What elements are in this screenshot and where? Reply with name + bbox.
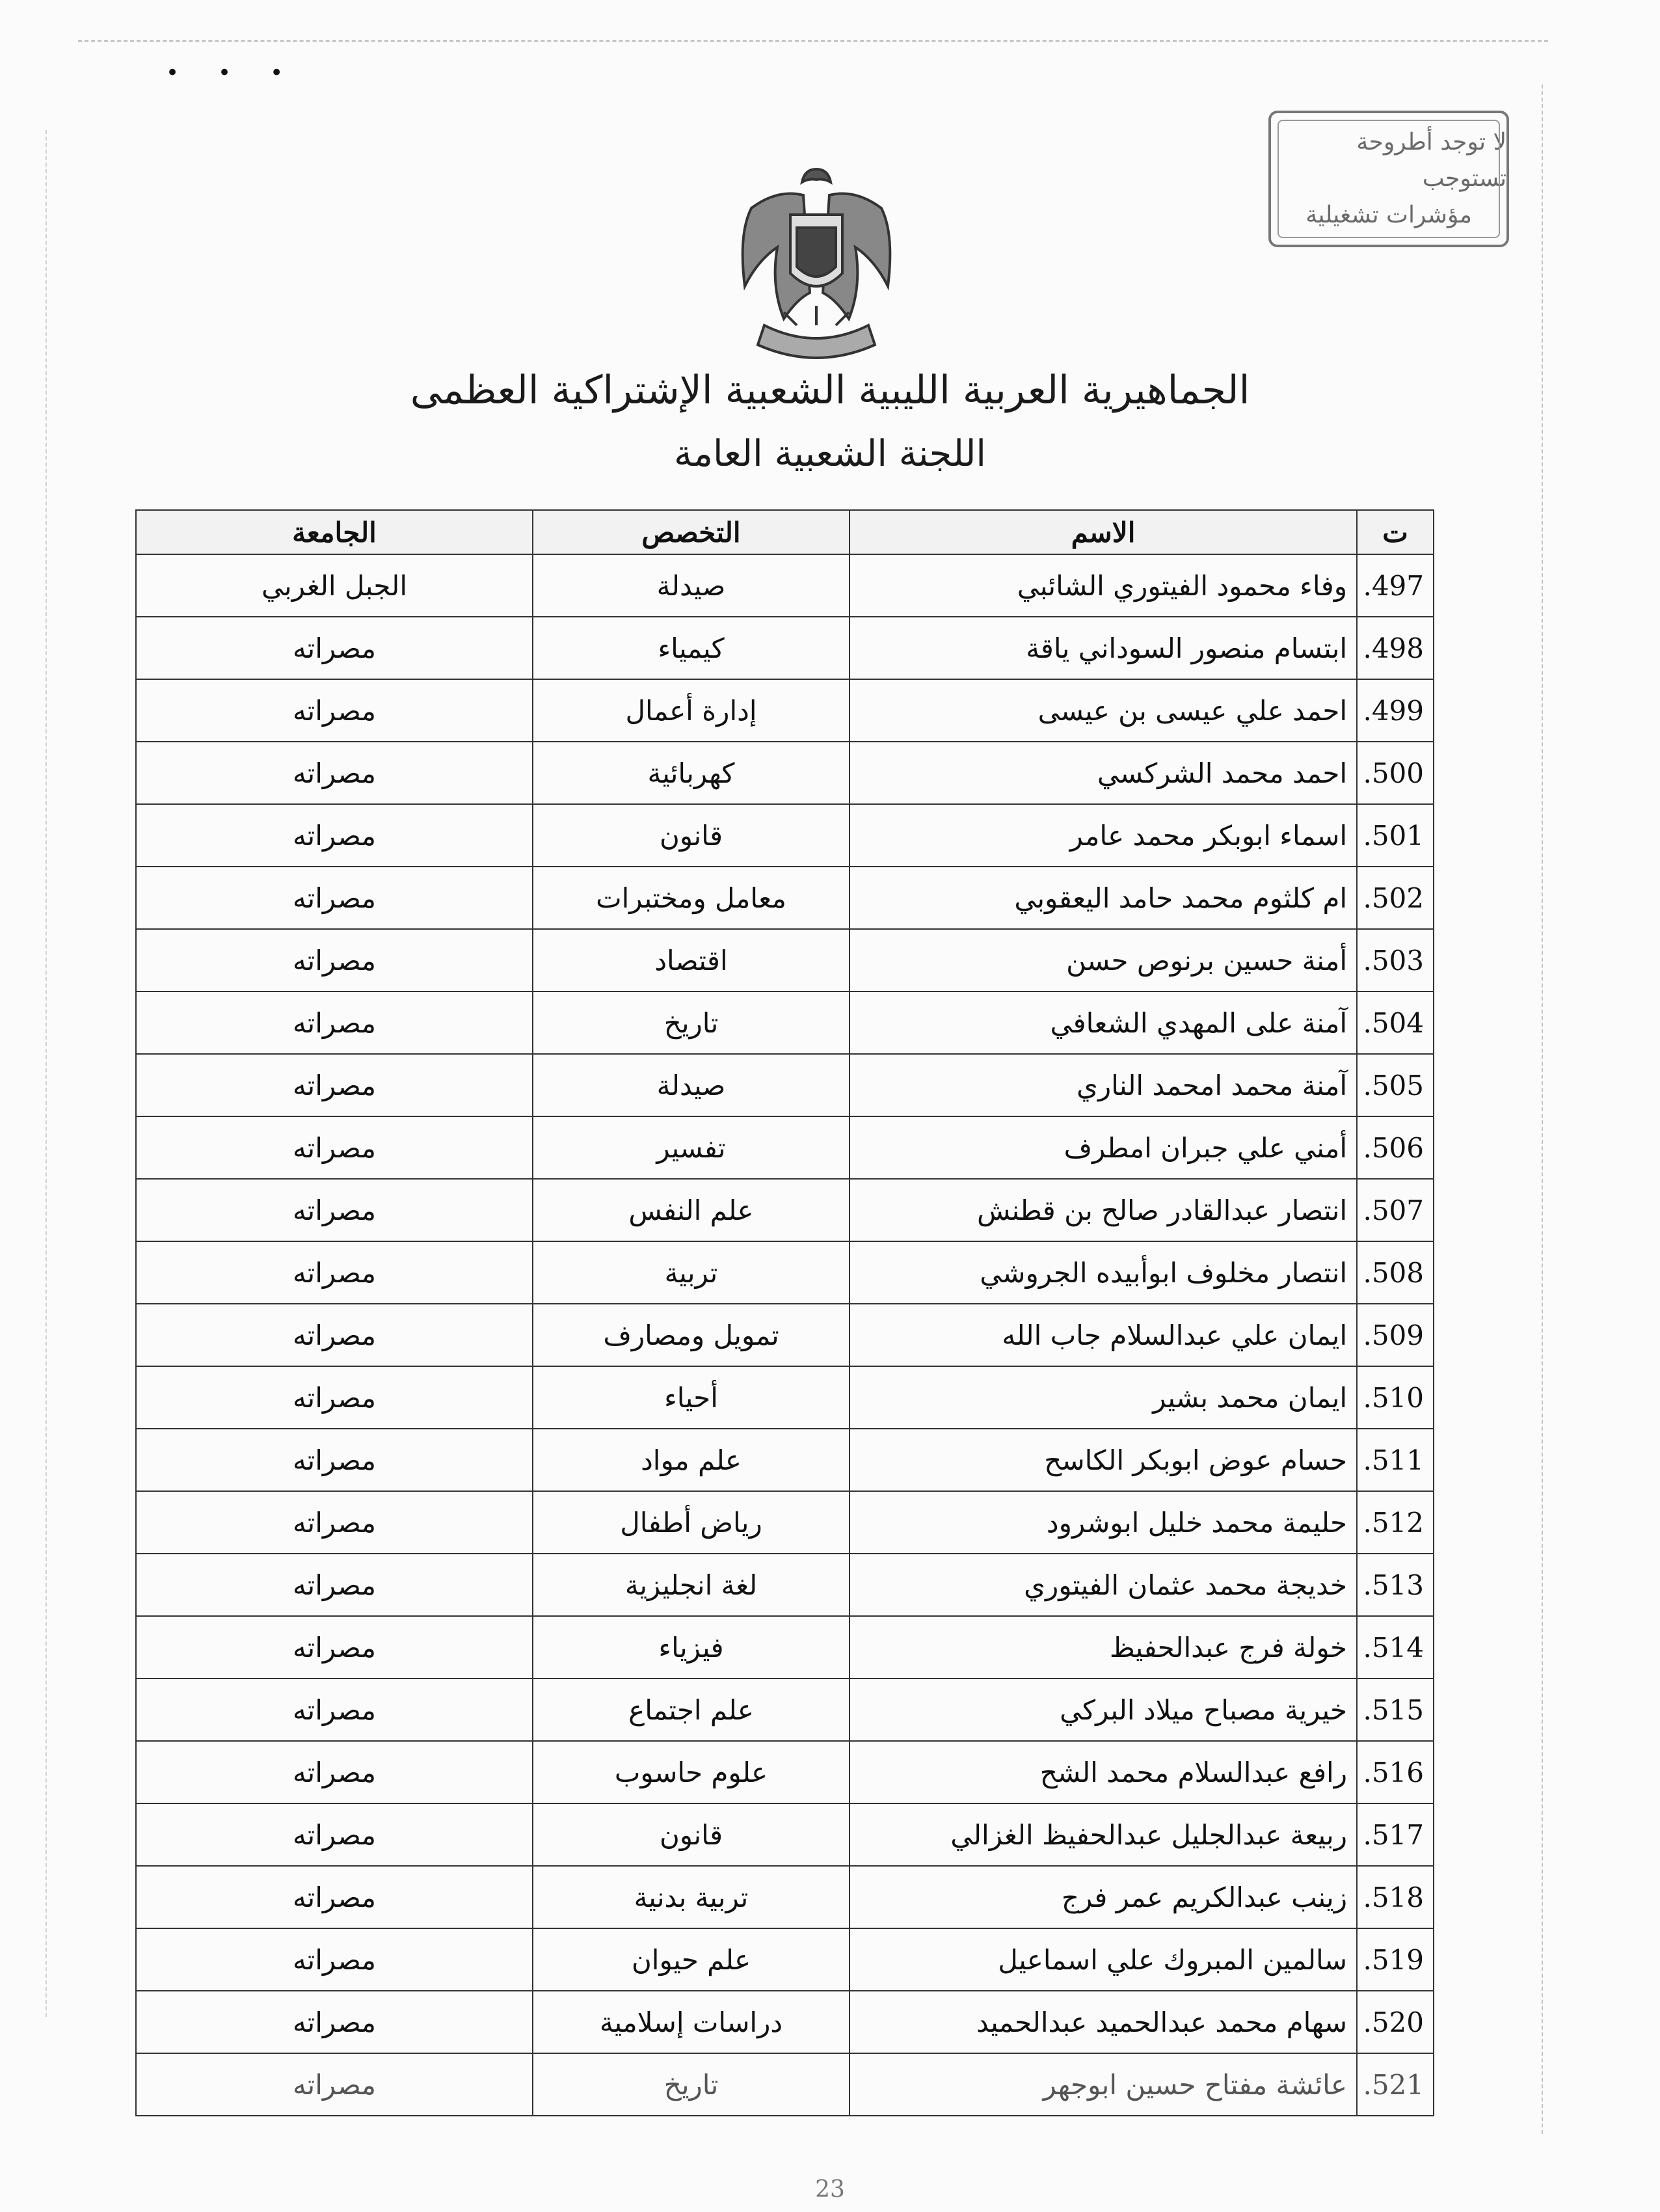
row-university: مصراته xyxy=(136,742,533,804)
row-name: زينب عبدالكريم عمر فرج xyxy=(850,1866,1357,1928)
row-name: حليمة محمد خليل ابوشرود xyxy=(850,1491,1357,1554)
table-row xyxy=(136,742,1434,804)
table-body xyxy=(136,554,1434,2116)
row-university: مصراته xyxy=(136,867,533,929)
table-row xyxy=(136,1429,1434,1491)
stamp-frame xyxy=(1278,120,1500,238)
row-name: خيرية مصباح ميلاد البركي xyxy=(850,1679,1357,1741)
header-major: التخصص xyxy=(533,510,850,554)
row-name: أمني علي جبران امطرف xyxy=(850,1116,1357,1179)
row-major: علم حيوان xyxy=(533,1928,850,1991)
row-university: مصراته xyxy=(136,1304,533,1366)
row-university: مصراته xyxy=(136,2053,533,2116)
table-row xyxy=(136,1116,1434,1179)
header-university: الجامعة xyxy=(136,510,533,554)
row-number: 520. xyxy=(1357,1991,1434,2053)
row-name: ربيعة عبدالجليل عبدالحفيظ الغزالي xyxy=(850,1803,1357,1866)
row-name: ايمان علي عبدالسلام جاب الله xyxy=(850,1304,1357,1366)
stamp-line-1: لا توجد أطروحة تستوجب xyxy=(1356,129,1506,193)
header-name: الاسم xyxy=(850,510,1357,554)
row-major: صيدلة xyxy=(533,1054,850,1116)
row-name: أمنة حسين برنوص حسن xyxy=(850,929,1357,991)
table-row xyxy=(136,929,1434,991)
row-university: مصراته xyxy=(136,991,533,1054)
row-major: قانون xyxy=(533,1803,850,1866)
row-number: 517. xyxy=(1357,1803,1434,1866)
row-number: 506. xyxy=(1357,1116,1434,1179)
row-number: 511. xyxy=(1357,1429,1434,1491)
row-university: مصراته xyxy=(136,1179,533,1241)
row-number: 514. xyxy=(1357,1616,1434,1679)
table-row xyxy=(136,1679,1434,1741)
row-number: 503. xyxy=(1357,929,1434,991)
row-name: احمد محمد الشركسي xyxy=(850,742,1357,804)
row-name: ابتسام منصور السوداني ياقة xyxy=(850,617,1357,679)
table-row xyxy=(136,1803,1434,1866)
row-number: 512. xyxy=(1357,1491,1434,1554)
table-row xyxy=(136,1366,1434,1429)
row-university: مصراته xyxy=(136,1429,533,1491)
stamp-line-2: مؤشرات تشغيلية xyxy=(1305,201,1472,228)
table-row xyxy=(136,554,1434,617)
table-row xyxy=(136,804,1434,867)
row-university: مصراته xyxy=(136,1116,533,1179)
row-university: مصراته xyxy=(136,929,533,991)
row-number: 516. xyxy=(1357,1741,1434,1803)
row-major: تفسير xyxy=(533,1116,850,1179)
row-university: مصراته xyxy=(136,1928,533,1991)
row-number: 502. xyxy=(1357,867,1434,929)
row-major: اقتصاد xyxy=(533,929,850,991)
table-row xyxy=(136,1866,1434,1928)
row-university: مصراته xyxy=(136,1616,533,1679)
row-university: مصراته xyxy=(136,1054,533,1116)
row-major: تمويل ومصارف xyxy=(533,1304,850,1366)
row-name: آمنة على المهدي الشعافي xyxy=(850,991,1357,1054)
row-number: 518. xyxy=(1357,1866,1434,1928)
row-name: سهام محمد عبدالحميد عبدالحميد xyxy=(850,1991,1357,2053)
row-university: الجبل الغربي xyxy=(136,554,533,617)
table-row xyxy=(136,1241,1434,1304)
row-name: اسماء ابوبكر محمد عامر xyxy=(850,804,1357,867)
row-major: معامل ومختبرات xyxy=(533,867,850,929)
table-row xyxy=(136,1304,1434,1366)
row-major: دراسات إسلامية xyxy=(533,1991,850,2053)
row-number: 504. xyxy=(1357,991,1434,1054)
row-major: علم اجتماع xyxy=(533,1679,850,1741)
row-number: 508. xyxy=(1357,1241,1434,1304)
row-name: ام كلثوم محمد حامد اليعقوبي xyxy=(850,867,1357,929)
row-major: كهربائية xyxy=(533,742,850,804)
table-row xyxy=(136,1991,1434,2053)
row-major: إدارة أعمال xyxy=(533,679,850,742)
row-name: احمد علي عيسى بن عيسى xyxy=(850,679,1357,742)
row-name: سالمين المبروك علي اسماعيل xyxy=(850,1928,1357,1991)
header-title: الجماهيرية العربية الليبية الشعبية الإشتراكية العظمى xyxy=(410,368,1250,413)
row-major: قانون xyxy=(533,804,850,867)
row-number: 505. xyxy=(1357,1054,1434,1116)
row-number: 498. xyxy=(1357,617,1434,679)
row-name: آمنة محمد امحمد الناري xyxy=(850,1054,1357,1116)
row-number: 507. xyxy=(1357,1179,1434,1241)
row-university: مصراته xyxy=(136,1241,533,1304)
table-row xyxy=(136,1054,1434,1116)
table-row xyxy=(136,991,1434,1054)
row-name: ايمان محمد بشير xyxy=(850,1366,1357,1429)
table-row xyxy=(136,1616,1434,1679)
row-university: مصراته xyxy=(136,1679,533,1741)
row-major: تربية بدنية xyxy=(533,1866,850,1928)
row-name: حسام عوض ابوبكر الكاسح xyxy=(850,1429,1357,1491)
scan-border-left xyxy=(46,130,47,2017)
row-number: 500. xyxy=(1357,742,1434,804)
row-name: رافع عبدالسلام محمد الشح xyxy=(850,1741,1357,1803)
row-university: مصراته xyxy=(136,617,533,679)
row-number: 497. xyxy=(1357,554,1434,617)
page-number: 23 xyxy=(815,2176,845,2203)
row-major: تاريخ xyxy=(533,2053,850,2116)
row-number: 501. xyxy=(1357,804,1434,867)
row-name: خديجة محمد عثمان الفيتوري xyxy=(850,1554,1357,1616)
row-number: 519. xyxy=(1357,1928,1434,1991)
row-major: رياض أطفال xyxy=(533,1491,850,1554)
row-number: 499. xyxy=(1357,679,1434,742)
stamp xyxy=(1268,111,1509,247)
scan-border-top xyxy=(78,40,1548,42)
row-number: 515. xyxy=(1357,1679,1434,1741)
table-row xyxy=(136,1554,1434,1616)
row-number: 513. xyxy=(1357,1554,1434,1616)
names-table xyxy=(135,509,1434,2116)
eagle-emblem-icon xyxy=(725,156,907,371)
row-name: انتصار مخلوف ابوأبيده الجروشي xyxy=(850,1241,1357,1304)
row-university: مصراته xyxy=(136,804,533,867)
row-number: 510. xyxy=(1357,1366,1434,1429)
row-name: خولة فرج عبدالحفيظ xyxy=(850,1616,1357,1679)
row-major: تاريخ xyxy=(533,991,850,1054)
table-row xyxy=(136,1491,1434,1554)
row-university: مصراته xyxy=(136,1491,533,1554)
row-number: 509. xyxy=(1357,1304,1434,1366)
row-major: فيزياء xyxy=(533,1616,850,1679)
row-university: مصراته xyxy=(136,1803,533,1866)
row-major: علوم حاسوب xyxy=(533,1741,850,1803)
row-university: مصراته xyxy=(136,1866,533,1928)
row-major: لغة انجليزية xyxy=(533,1554,850,1616)
row-name: عائشة مفتاح حسين ابوجهر xyxy=(850,2053,1357,2116)
row-university: مصراته xyxy=(136,1366,533,1429)
table-row xyxy=(136,1928,1434,1991)
row-number: 521. xyxy=(1357,2053,1434,2116)
table-row xyxy=(136,617,1434,679)
table-row xyxy=(136,867,1434,929)
row-major: كيمياء xyxy=(533,617,850,679)
table-row xyxy=(136,1741,1434,1803)
table-row xyxy=(136,2053,1434,2116)
row-major: علم مواد xyxy=(533,1429,850,1491)
header-subtitle: اللجنة الشعبية العامة xyxy=(674,433,986,475)
row-name: وفاء محمود الفيتوري الشائبي xyxy=(850,554,1357,617)
scan-marks: ••• xyxy=(166,60,323,86)
table-row xyxy=(136,1179,1434,1241)
table-header-row xyxy=(136,510,1434,554)
table-row xyxy=(136,679,1434,742)
row-name: انتصار عبدالقادر صالح بن قطنش xyxy=(850,1179,1357,1241)
row-major: تربية xyxy=(533,1241,850,1304)
row-major: علم النفس xyxy=(533,1179,850,1241)
row-university: مصراته xyxy=(136,1741,533,1803)
row-university: مصراته xyxy=(136,1991,533,2053)
row-major: صيدلة xyxy=(533,554,850,617)
row-major: أحياء xyxy=(533,1366,850,1429)
row-university: مصراته xyxy=(136,1554,533,1616)
row-university: مصراته xyxy=(136,679,533,742)
header-num: ت xyxy=(1357,510,1434,554)
